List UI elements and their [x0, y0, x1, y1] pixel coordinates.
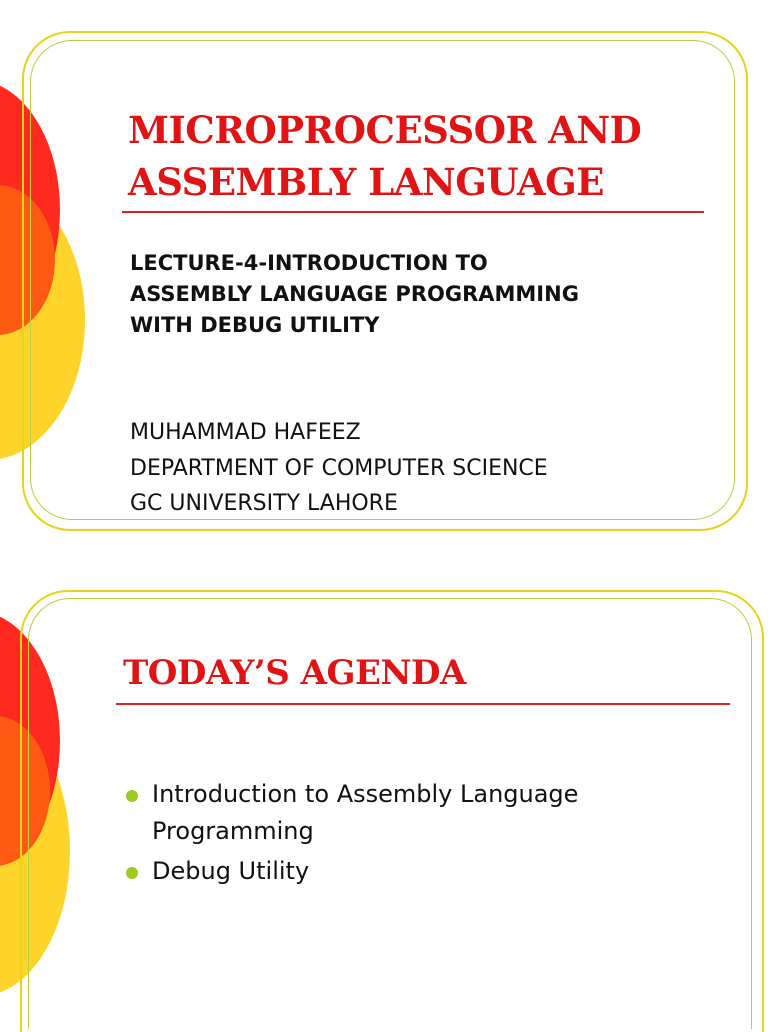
- list-item-line: Introduction to Assembly Language: [152, 780, 579, 808]
- bullet-dot-icon: [126, 867, 138, 879]
- slide-title-line-2: ASSEMBLY LANGUAGE: [128, 160, 604, 204]
- agenda-slide: [0, 556, 768, 1024]
- list-item: [123, 853, 578, 890]
- list-item: [123, 776, 578, 850]
- institution-name: GC UNIVERSITY LAHORE: [130, 491, 398, 516]
- department-name: DEPARTMENT OF COMPUTER SCIENCE: [130, 456, 548, 481]
- agenda-title: TODAY’S AGENDA: [123, 653, 466, 693]
- agenda-divider: [116, 703, 730, 705]
- list-item-line: Programming: [152, 817, 314, 845]
- subtitle-line-3: WITH DEBUG UTILITY: [130, 313, 380, 337]
- list-item-line: Debug Utility: [152, 857, 310, 885]
- agenda-list: [123, 776, 578, 893]
- subtitle-line-1: LECTURE-4-INTRODUCTION TO: [130, 251, 488, 275]
- bullet-dot-icon: [126, 790, 138, 802]
- lecture-subtitle: [130, 248, 579, 341]
- slide-title: [128, 104, 641, 208]
- author-name: MUHAMMAD HAFEEZ: [130, 420, 361, 445]
- title-divider: [122, 211, 704, 213]
- slide-title-line-1: MICROPROCESSOR AND: [128, 108, 642, 152]
- subtitle-line-2: ASSEMBLY LANGUAGE PROGRAMMING: [130, 282, 579, 306]
